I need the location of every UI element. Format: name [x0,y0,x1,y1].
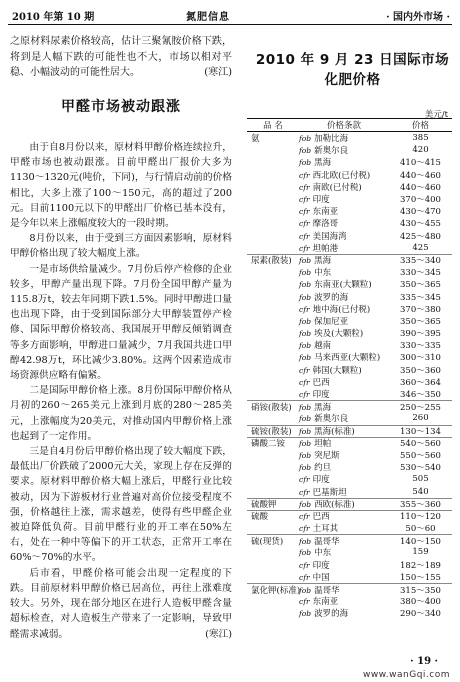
table-unit: 美元/t [424,110,448,120]
row-location: 西欧(标准) [314,500,355,511]
row-basis: cfr [299,219,310,229]
table-row [247,595,452,607]
page-header [0,0,460,26]
header-price: 价格 [411,121,429,131]
row-basis: cfr [299,524,310,534]
row-basis: fob [299,500,312,510]
row-term [299,498,389,510]
table-row [247,303,452,315]
table-row [247,181,452,193]
row-price: 350～365 [400,316,441,327]
row-location: 印度 [312,390,330,401]
row-location: 巴基斯坦 [312,487,347,498]
row-term [299,559,389,571]
table-row [247,559,452,571]
watermark: www.wanGqi.com [363,670,450,680]
row-location: 波罗的海 [314,609,349,620]
table-row [247,607,452,619]
row-location: 韩国(大颗粒) [312,365,362,376]
article-paragraph: 一是市场供给量减少。7月份后停产检修的企业较多，甲醇产量出现下降。7月份全国甲醇产量为115.8万t，较去年同期下跌1.5%。同时甲醇进口量也出现下降，由于受到国际部分大甲醇装置停产检修、国际甲醇价格较高、我国展开甲醇反倾销调查等多方面影响，甲醇进口量减少，7月我国共进口甲醇42.98万t，环比减少3.80%。这两个因素造成市场资源供应略有偏紧。 [10,263,232,382]
table-row [247,376,452,388]
row-price: 140～150 [400,536,441,547]
table-body [247,132,452,620]
row-basis: cfr [299,377,310,387]
table-row [247,217,452,229]
table-row [247,583,452,595]
row-price: 315～350 [400,585,441,596]
row-price: 410～415 [400,158,441,169]
row-price: 505 [412,474,429,485]
row-price: 425 [412,242,429,253]
row-price: 346～350 [400,390,441,401]
row-price: 350～365 [400,280,441,291]
row-basis: cfr [299,560,310,570]
article-body [10,140,232,642]
row-price: 110～120 [400,512,441,523]
row-product: 硝铵(散装) [251,402,292,413]
issue-label: 2010 年第 10 期 [12,12,95,23]
row-term [299,486,389,498]
row-basis: fob [299,292,312,302]
table-row [247,522,452,534]
row-term [299,266,389,278]
row-basis: fob [299,316,312,326]
row-location: 土耳其 [312,524,339,535]
row-location: 印度 [312,560,330,571]
row-basis: fob [299,585,312,595]
row-basis: fob [299,158,312,168]
row-price: 330～335 [400,341,441,352]
row-term [299,510,389,522]
row-basis: cfr [299,572,310,582]
row-term [299,144,389,156]
row-location: 越南 [314,341,332,352]
table-row [247,144,452,156]
row-location: 新奥尔良 [314,146,349,157]
row-term [299,315,389,327]
row-product: 尿素(散装) [251,256,292,267]
row-term [299,425,389,437]
table-row [247,412,452,424]
row-location: 坦帕港 [312,243,339,254]
row-term [299,217,389,229]
table-row [247,315,452,327]
row-term [299,278,389,290]
row-term [299,535,389,547]
row-price: 150～155 [400,572,441,583]
row-term [299,181,389,193]
row-location: 保加尼亚 [314,316,349,327]
row-location: 巴西 [312,512,330,523]
intro-text: 之原材料尿素价格较高，估计三聚氰胺价格下跌，将到是人幅下跌的可能性也不大，市场以相对平稳、小幅波动的可能性居大。 [10,36,232,79]
row-term [299,169,389,181]
table-row [247,205,452,217]
row-location: 波罗的海 [314,292,349,303]
row-location: 黑海 [314,256,332,267]
section-label: · 国内外市场 · [386,12,450,23]
row-price: 420 [412,145,429,156]
row-price: 130～134 [400,427,441,438]
row-term [299,401,389,413]
row-basis: fob [299,536,312,546]
row-price: 540～560 [400,439,441,450]
row-term [299,230,389,242]
table-row [247,473,452,485]
row-term [299,461,389,473]
table-row [247,425,452,437]
row-location: 温哥华 [314,585,340,596]
row-term [299,156,389,168]
row-product: 硫酸钾 [251,500,277,511]
row-basis: fob [299,414,312,424]
row-price: 159 [412,547,429,558]
row-product: 氯化钾(标准) [251,585,301,596]
row-location: 东南亚(大颗粒) [314,280,372,291]
table-row [247,169,452,181]
row-price: 385 [412,133,429,144]
row-basis: cfr [299,207,310,217]
table-row [247,510,452,522]
row-basis: fob [299,280,312,290]
row-location: 印度 [312,195,330,206]
row-price: 540 [412,486,429,497]
row-basis: fob [299,439,312,449]
header-rule [8,24,452,25]
row-term [299,584,389,596]
table-row [247,449,452,461]
intro-paragraph [10,34,232,81]
table-row [247,388,452,400]
row-term [299,327,389,339]
row-price: 370～400 [400,195,441,206]
table-row [247,546,452,558]
row-location: 温哥华 [314,536,340,547]
row-basis: cfr [299,390,310,400]
row-location: 南欧(已付税) [312,182,362,193]
intro-author: (寒江) [204,67,232,79]
row-term [299,254,389,266]
row-basis: fob [299,341,312,351]
row-location: 黑海 [314,158,332,169]
row-location: 中东 [314,548,332,559]
row-term [299,412,389,424]
row-basis: fob [299,450,312,460]
table-row [247,254,452,266]
row-price: 425～480 [400,231,441,242]
row-term [299,205,389,217]
row-location: 埃及(大颗粒) [314,329,364,340]
row-location: 东南亚 [312,597,339,608]
row-basis: fob [299,463,312,473]
row-location: 摩洛哥 [312,219,339,230]
row-location: 约旦 [314,463,332,474]
row-basis: fob [299,402,312,412]
table-row [247,327,452,339]
article-paragraph: 由于自8月份以来，原材料甲醇价格连续拉升，甲醛市场也被动跟涨。目前甲醛出厂报价大多为1130～1320元(吨价，下同)，与行情启动前的价格相比，大多上涨了100～150元，高的超过了200元。目前1100元以下的甲醛出厂价格已基本没有，是今年以来上涨幅度较大的一段时期。 [10,142,232,230]
row-term [299,388,389,400]
row-location: 黑海 [314,402,332,413]
journal-name: 氮肥信息 [186,12,230,23]
article-paragraph: 三是自4月份后甲醇价格出现了较大幅度下跌，最低出厂价跌破了2000元大关，家现上存在反弹的要求。原材料甲醇价格大幅上涨后，甲醛行业比较被动，因为下游板材行业普遍对高价位接受程度不强，价格越往上涨，需求越差，使得有些甲醛企业被迫降低负荷。目前甲醛行业的开工率在50%左右，处在一种中等偏下的开工状态，正常开工率在60%～70%的水平。 [10,446,232,564]
row-price: 350～360 [400,365,441,376]
row-location: 中国 [312,572,330,583]
row-basis: fob [299,609,312,619]
row-price: 300～310 [400,353,441,364]
row-product: 磷酸二铵 [251,439,286,450]
table-row [247,571,452,583]
table-row [247,193,452,205]
row-price: 335～345 [400,292,441,303]
row-price: 360～364 [400,377,441,388]
row-price: 355～360 [400,500,441,511]
row-term [299,607,389,619]
row-location: 突尼斯 [314,450,340,461]
table-row [247,290,452,302]
row-basis: fob [299,427,312,437]
article-author: (寒江) [205,628,232,640]
row-price: 440～460 [400,170,441,181]
row-basis: fob [299,134,312,144]
row-price: 335～340 [400,256,441,267]
row-price: 380～400 [400,597,441,608]
row-term [299,571,389,583]
row-price: 260 [412,413,429,424]
header-term: 价格条款 [326,121,361,131]
row-basis: cfr [299,304,310,314]
article-paragraph: 二是国际甲醇价格上涨。8月份国际甲醇价格从月初的260～265美元上涨到月底的280～285美元，上涨幅度为20美元，对推动国内甲醇价格上涨也起到了一定作用。 [10,385,232,442]
row-basis: cfr [299,512,310,522]
table-header [247,119,452,132]
row-location: 地中海(已付税) [312,304,371,315]
row-location: 黑海(标准) [314,427,355,438]
table-row [247,498,452,510]
row-price: 290～340 [400,609,441,620]
row-basis: fob [299,353,312,363]
row-location: 中东 [314,268,332,279]
row-basis: cfr [299,487,310,497]
row-product: 硫酸 [251,512,269,523]
row-location: 西北欧(已付税) [312,170,371,181]
row-price: 430～455 [400,219,441,230]
row-term [299,473,389,485]
row-term [299,303,389,315]
row-product: 硫(现货) [251,536,284,547]
row-location: 巴西 [312,377,330,388]
row-price: 370～380 [400,304,441,315]
row-price: 530～540 [400,463,441,474]
table-row [247,461,452,473]
article-title: 甲醛市场被动跟涨 [61,99,181,115]
row-basis: cfr [299,475,310,485]
row-term [299,522,389,534]
row-basis: cfr [299,597,310,607]
row-term [299,351,389,363]
article-paragraph [10,566,232,642]
table-row [247,364,452,376]
table-row [247,339,452,351]
row-price: 250～255 [400,402,441,413]
header-product: 品 名 [263,121,283,131]
row-price: 430～470 [400,207,441,218]
row-location: 美国海湾 [312,231,347,242]
row-price: 50～60 [405,524,436,535]
row-term [299,364,389,376]
row-product: 硫铵(散装) [251,427,292,438]
price-table [247,118,452,620]
row-location: 坦帕 [314,439,332,450]
table-row [247,437,452,449]
row-term [299,339,389,351]
row-basis: cfr [299,365,310,375]
table-row [247,266,452,278]
row-term [299,595,389,607]
table-row [247,156,452,168]
row-basis: cfr [299,231,310,241]
row-basis: fob [299,256,312,266]
table-row [247,400,452,412]
row-price: 390～395 [400,329,441,340]
article-last-text: 后市看，甲醛价格可能会出现一定程度的下跌。目前原材料甲醇价格已居高位，再往上涨难度较大。另外，现在部分地区在进行人造板甲醛含量超标检查，对人造板生产带来了一定影响，导致甲醛需求减弱。 [10,567,232,640]
row-basis: cfr [299,243,310,253]
row-price: 330～345 [400,268,441,279]
row-location: 加勒比海 [314,134,349,145]
row-term [299,242,389,254]
table-row [247,230,452,242]
table-row [247,242,452,254]
row-term [299,546,389,558]
row-term [299,132,389,144]
row-basis: cfr [299,182,310,192]
row-price: 550～560 [400,450,441,461]
table-row [247,278,452,290]
row-basis: fob [299,329,312,339]
row-location: 新奥尔良 [314,414,349,425]
table-row [247,351,452,363]
row-price: 182～189 [400,560,441,571]
row-basis: cfr [299,170,310,180]
row-location: 东南亚 [312,207,339,218]
row-basis: fob [299,268,312,278]
row-term [299,449,389,461]
row-product: 氨 [251,134,260,145]
row-term [299,437,389,449]
row-term [299,291,389,303]
table-row [247,534,452,546]
row-term [299,376,389,388]
page-number: · 19 · [410,656,438,667]
row-price: 440～460 [400,182,441,193]
row-location: 马来西亚(大颗粒) [314,353,381,364]
row-basis: cfr [299,195,310,205]
article-paragraph: 8月份以来，由于受到三方面因素影响，原材料甲醇价格出现了较大幅度上涨。 [10,233,232,260]
table-row [247,485,452,497]
row-basis: fob [299,548,312,558]
table-row [247,132,452,144]
previous-article-tail [10,34,232,81]
row-term [299,193,389,205]
table-title: 2010 年 9 月 23 日国际市场化肥价格 [255,52,450,88]
row-location: 印度 [312,475,330,486]
row-basis: fob [299,146,312,156]
